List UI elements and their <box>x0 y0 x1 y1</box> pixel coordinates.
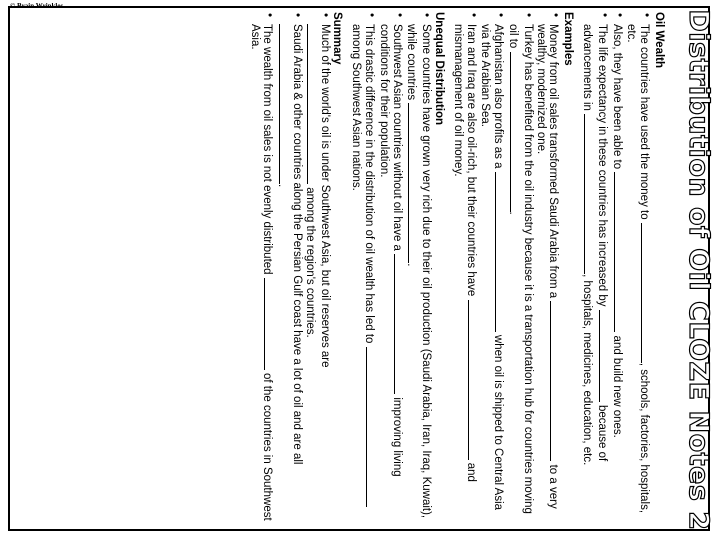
section-heading-examples: Examples <box>562 12 575 66</box>
list-item: • Also, they have been able to and build new ones. <box>610 12 625 527</box>
unequal-list <box>349 12 432 527</box>
fill-in-blank[interactable] <box>495 172 506 332</box>
page-title: Distribution of Oil CLOZE Notes 2 <box>683 9 714 531</box>
list-item: • Iran and Iraq are also oil-rich, but their countries have and mismanagement of oil money. <box>451 12 479 527</box>
summary-list <box>248 12 331 527</box>
fill-in-blank[interactable] <box>264 278 275 370</box>
fill-in-blank[interactable] <box>550 301 561 461</box>
section-heading-oil-wealth: Oil Wealth <box>653 12 665 69</box>
list-item: • Southwest Asian countries without oil have a improving living conditions for their population. <box>377 12 405 527</box>
fill-in-blank[interactable] <box>394 254 405 394</box>
fill-in-blank[interactable] <box>510 52 521 212</box>
list-item: • The wealth from oil sales is not evenly distributed of the countries in Southwest Asia. <box>248 12 276 527</box>
list-item: • Turkey has benefited from the oil industry because it is a transportation hub for countries moving oil to . <box>506 12 534 527</box>
list-item: • Much of the world's oil is under Southwest Asia, but oil reserves are among the region's countries. <box>303 12 331 527</box>
fill-in-blank[interactable] <box>614 172 625 332</box>
oil-wealth-list <box>580 12 652 527</box>
section-heading-summary: Summary <box>331 12 344 65</box>
fill-in-blank[interactable] <box>366 347 377 507</box>
list-item: • Money from oil sales transformed Saudi Arabia from a to a very wealthy, modernized one. <box>534 12 562 527</box>
fill-in-blank[interactable] <box>599 310 610 402</box>
list-item: • Afghanistan also profits as a when oil is shipped to Central Asia via the Arabian Sea. <box>479 12 507 527</box>
fill-in-blank[interactable] <box>468 300 479 460</box>
examples-list <box>451 12 561 527</box>
fill-in-blank[interactable] <box>641 223 652 363</box>
section-heading-unequal-distribution: Unequal Distribution <box>433 12 446 126</box>
notes-content <box>248 12 665 527</box>
list-item: • Saudi Arabia & other countries along the Persian Gulf coast have a lot of oil and are all . <box>275 12 303 527</box>
fill-in-blank[interactable] <box>279 24 290 184</box>
list-item: • This drastic difference in the distribution of oil wealth has led to among Southwest Asian nations. <box>349 12 377 527</box>
fill-in-blank[interactable] <box>408 103 419 263</box>
list-item: • Some countries have grown very rich due to their oil production (Saudi Arabia, Iran, Iraq, Kuwait), while countries . <box>405 12 433 527</box>
fill-in-blank[interactable] <box>307 24 318 184</box>
copyright-notice: © Brain Wrinkles <box>10 2 64 10</box>
list-item: • The countries have used the money to , schools, factories, hospitals, etc. <box>625 12 653 527</box>
fill-in-blank[interactable] <box>584 114 595 274</box>
list-item: • The life expectancy in these countries has increased by because of advancements in , hospitals, medicines, education, etc. <box>580 12 610 527</box>
